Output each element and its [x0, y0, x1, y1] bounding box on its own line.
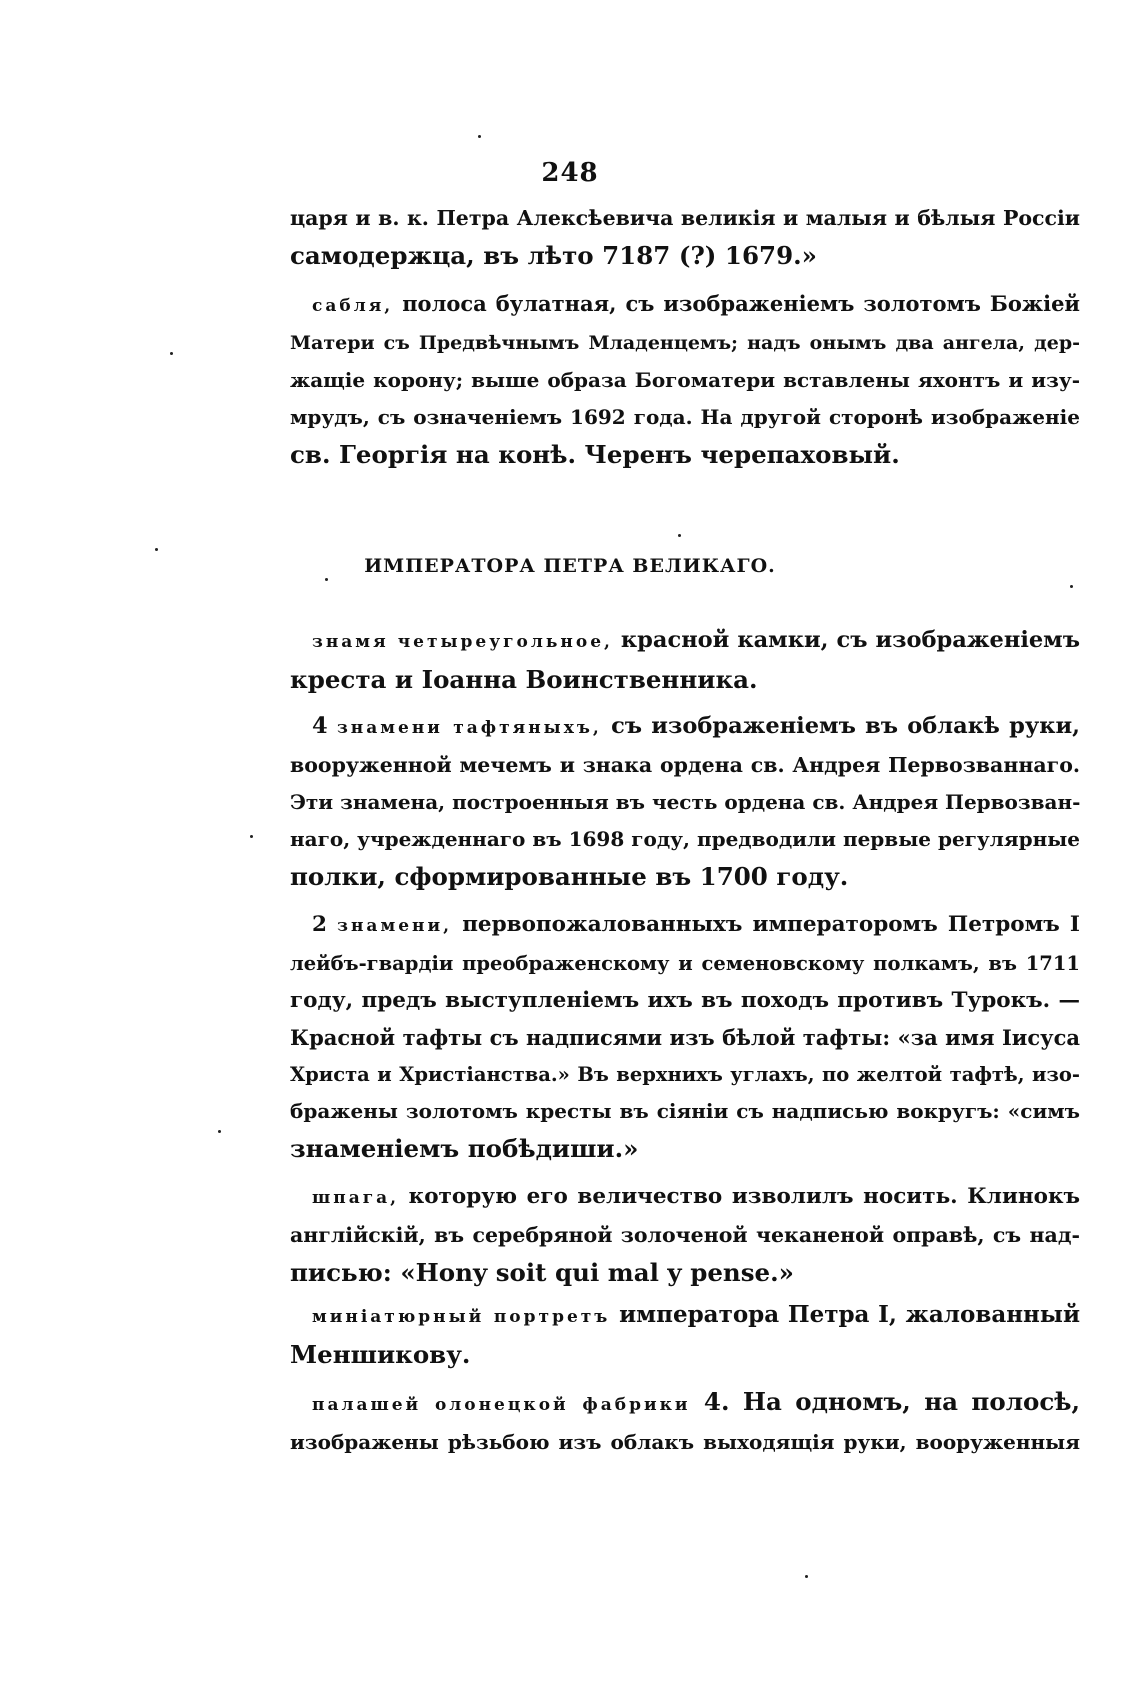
- text-line: [290, 906, 1080, 945]
- scan-speck: [170, 352, 173, 355]
- text-line: изображены рѣзьбою изъ облакъ выходящія руки, вооруженныя: [290, 1430, 1080, 1454]
- text-fragment: первопожалованныхъ императоромъ Петромъ I: [452, 912, 1080, 937]
- text-line: наго, учрежденнаго въ 1698 году, предводили первые регулярные: [290, 827, 1080, 851]
- entry-lead: миніатюрный портретъ: [312, 1307, 611, 1327]
- entry-lead: знамя четыреугольное,: [312, 632, 613, 652]
- paragraph-four-banners: [290, 708, 1080, 895]
- scan-speck: [218, 1130, 221, 1133]
- entry-lead: сабля,: [312, 296, 394, 316]
- text-line: Меншикову.: [290, 1340, 471, 1369]
- text-line: полки, сформированные въ 1700 году.: [290, 862, 849, 891]
- scan-speck: [478, 135, 481, 138]
- scan-speck: [155, 548, 158, 551]
- entry-lead: палашей олонецкой фабрики: [312, 1395, 691, 1415]
- text-line: году, предъ выступленіемъ ихъ въ походъ противъ Турокъ. —: [290, 988, 1080, 1013]
- paragraph-sablya: [290, 285, 1080, 473]
- section-heading: ИМПЕРАТОРА ПЕТРА ВЕЛИКАГО.: [364, 555, 776, 577]
- text-fragment: 2: [312, 912, 338, 937]
- text-line: Христа и Христіанства.» Въ верхнихъ углахъ, по желтой тафтѣ, изо-: [290, 1063, 1080, 1086]
- text-line: креста и Іоанна Воинственника.: [290, 665, 758, 694]
- text-line: жащіе корону; выше образа Богоматери вставлены яхонтъ и изу-: [290, 368, 1080, 392]
- scan-speck: [325, 578, 328, 581]
- text-line: Красной тафты съ надписями изъ бѣлой тафты: «за имя Іисуса: [290, 1025, 1080, 1050]
- text-line: Эти знамена, построенныя въ честь ордена св. Андрея Первозван-: [290, 790, 1081, 814]
- text-line: [290, 622, 1080, 661]
- text-line: царя и в. к. Петра Алексѣевича великія и малыя и бѣлыя Россіи: [290, 206, 1080, 230]
- entry-lead: шпага,: [312, 1188, 400, 1208]
- text-line: [290, 1296, 1080, 1336]
- text-line: вооруженной мечемъ и знака ордена св. Андрея Первозваннаго.: [290, 753, 1080, 777]
- scan-speck: [250, 835, 253, 838]
- text-line: знаменіемъ побѣдиши.»: [290, 1134, 639, 1163]
- text-line: [290, 285, 1080, 325]
- entry-lead: знамени,: [337, 916, 453, 936]
- paragraph-znamya: [290, 622, 1080, 698]
- text-line: [290, 1383, 1080, 1424]
- text-fragment: императора Петра I, жалованный: [610, 1301, 1081, 1328]
- text-fragment: 4. На одномъ, на полосѣ,: [690, 1387, 1080, 1416]
- scan-speck: [805, 1575, 808, 1578]
- text-line: лейбъ-гвардіи преображенскому и семеновскому полкамъ, въ 1711: [290, 952, 1080, 975]
- text-fragment: которую его величество изволилъ носить. Клинокъ: [399, 1184, 1080, 1209]
- paragraph-palash: [290, 1383, 1080, 1461]
- text-line: св. Георгія на конѣ. Черенъ черепаховый.: [290, 440, 900, 469]
- text-line: [290, 1178, 1080, 1217]
- paragraph-tsar-title: [290, 200, 1080, 274]
- text-fragment: 4: [312, 713, 337, 739]
- paragraph-portrait: [290, 1296, 1080, 1373]
- entry-lead: знамени тафтяныхъ,: [336, 718, 602, 738]
- scan-speck: [1070, 585, 1073, 588]
- text-line: писью: «Hony soit qui mal y pense.»: [290, 1258, 794, 1287]
- text-fragment: съ изображеніемъ въ облакѣ руки,: [601, 713, 1080, 739]
- page-number: 248: [541, 158, 599, 188]
- text-line: [290, 708, 1080, 747]
- scan-speck: [678, 534, 681, 537]
- text-line: самодержца, въ лѣто 7187 (?) 1679.»: [290, 241, 817, 270]
- paragraph-two-banners: [290, 906, 1080, 1167]
- text-line: бражены золотомъ кресты въ сіяніи съ надписью вокругъ: «симъ: [290, 1099, 1080, 1123]
- text-fragment: полоса булатная, съ изображеніемъ золотомъ Божіей: [393, 291, 1080, 316]
- paragraph-shpaga: [290, 1178, 1080, 1291]
- text-line: Матери съ Предвѣчнымъ Младенцемъ; надъ онымъ два ангела, дер-: [290, 332, 1080, 354]
- text-fragment: красной камки, съ изображеніемъ: [612, 627, 1080, 653]
- text-line: мрудъ, съ означеніемъ 1692 года. На другой сторонѣ изображеніе: [290, 405, 1080, 429]
- text-line: англійскій, въ серебряной золоченой чеканеной оправѣ, съ над-: [290, 1223, 1080, 1247]
